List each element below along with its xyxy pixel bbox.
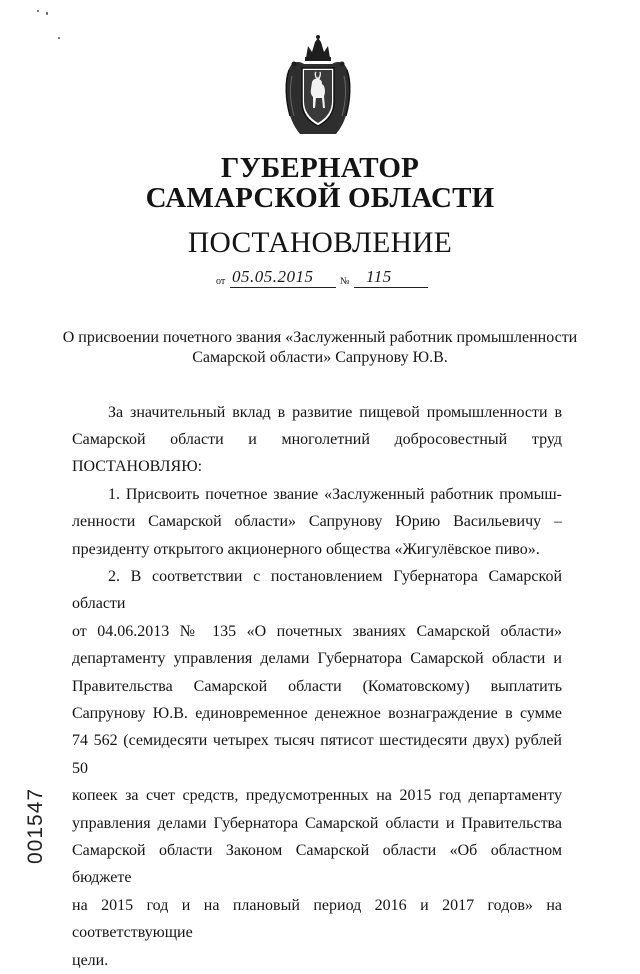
registration-stamp-number: 001547 bbox=[24, 787, 47, 864]
scan-speck bbox=[58, 37, 60, 39]
document-number: 115 bbox=[366, 267, 392, 286]
resolve-word: ПОСТАНОВЛЯЮ: bbox=[72, 458, 203, 475]
body-line: Правительства Самарской области (Коматовскому) выплатить bbox=[72, 677, 562, 695]
body-line: от 04.06.2013 № 135 «О почетных званиях Самарской области» bbox=[72, 622, 562, 640]
document-type: ПОСТАНОВЛЕНИЕ bbox=[187, 227, 453, 259]
body-line: на 2015 год и на плановый период 2016 и 2017 годов» на соответствующие bbox=[72, 896, 562, 942]
body-line: Сапрунову Ю.В. единовременное денежное вознаграждение в сумме bbox=[72, 705, 562, 723]
scan-speck bbox=[37, 10, 39, 12]
subject-line: О присвоении почетного звания «Заслуженный работник промышленности bbox=[62, 329, 578, 346]
date-underline bbox=[230, 287, 336, 288]
body-line: Самарской области и многолетний добросовестный труд bbox=[72, 431, 562, 449]
subject-line: Самарской области» Сапрунову Ю.В. bbox=[192, 349, 448, 366]
number-underline bbox=[354, 287, 428, 288]
number-label: № bbox=[340, 276, 350, 287]
body-line: копеек за счет средств, предусмотренных на 2015 год департаменту bbox=[72, 787, 562, 805]
body-line: управления делами Губернатора Самарской области и Правительства bbox=[72, 814, 562, 832]
scan-speck bbox=[46, 12, 48, 15]
item-2-paragraph bbox=[72, 563, 562, 974]
date-prefix-label: от bbox=[216, 276, 226, 287]
body-line: За значительный вклад в развитие пищевой промышленности в bbox=[108, 404, 562, 421]
date-number-line bbox=[216, 266, 446, 290]
body-line: цели. bbox=[72, 951, 109, 969]
body-line: 1. Присвоить почетное звание «Заслуженный работник промыш- bbox=[108, 486, 562, 503]
document-date: 05.05.2015 bbox=[232, 267, 314, 286]
body-line: 74 562 (семидесяти четырех тысяч пятисот шестидесяти двух) рублей 50 bbox=[72, 732, 562, 777]
body-line: 2. В соответствии с постановлением Губернатора Самарской области bbox=[72, 568, 562, 613]
issuer-title-line1: ГУБЕРНАТОР bbox=[220, 152, 420, 184]
preamble-paragraph bbox=[72, 399, 562, 454]
body-line: Самарской области Законом Самарской области «Об областном бюджете bbox=[72, 842, 562, 887]
document-subject bbox=[40, 328, 600, 368]
body-line: ленности Самарской области» Сапрунову Юрию Васильевичу – bbox=[72, 513, 562, 531]
issuer-title-line2: САМАРСКОЙ ОБЛАСТИ bbox=[145, 182, 495, 214]
samara-coat-of-arms-icon bbox=[278, 34, 358, 138]
body-line: департаменту управления делами Губернатора Самарской области и bbox=[72, 650, 562, 668]
item-1-paragraph bbox=[72, 481, 562, 563]
body-line: президенту открытого акционерного общества «Жигулёвское пиво». bbox=[72, 540, 540, 558]
